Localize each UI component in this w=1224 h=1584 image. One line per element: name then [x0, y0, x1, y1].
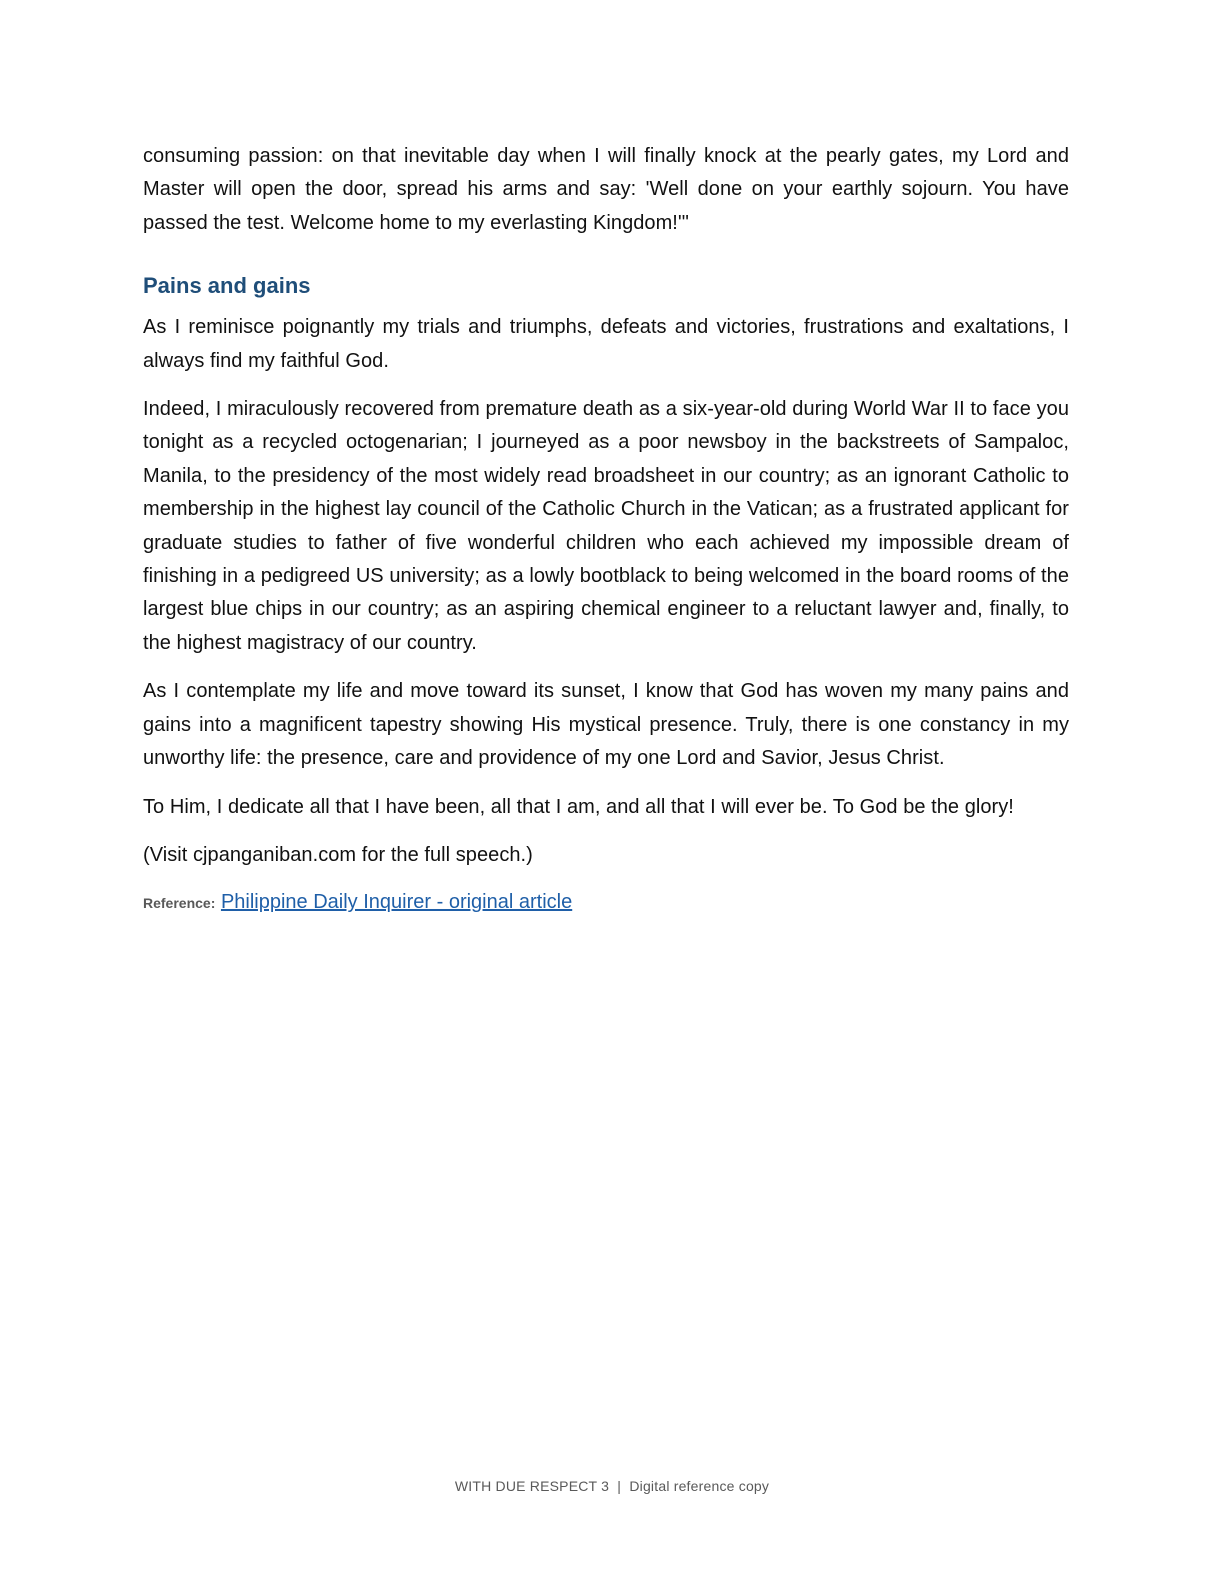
document-body: [143, 140, 1069, 918]
paragraph-3: Indeed, I miraculously recovered from premature death as a six-year-old during World War II to face you tonight as a recycled octogenarian; I journeyed as a poor newsboy in the backstreets of Sampaloc, Manila, to the presidency of the most widely read broadsheet in our country; as an ignorant Catholic to membership in the highest lay council of the Catholic Church in the Vatican; as a frustrated applicant for graduate studies to father of five wonderful children who each achieved my impossible dream of finishing in a pedigreed US university; as a lowly bootblack to being welcomed in the board rooms of the largest blue chips in our country; as an aspiring chemical engineer to a reluctant lawyer and, finally, to the highest magistracy of our country.: [143, 398, 1069, 654]
paragraph-6: (Visit cjpanganiban.com for the full speech.): [143, 843, 533, 866]
reference-link[interactable]: Philippine Daily Inquirer - original article: [220, 891, 573, 914]
paragraph-1: consuming passion: on that inevitable day when I will finally knock at the pearly gates, my Lord and Master will open the door, spread his arms and say: 'Well done on your earthly sojourn. You have passed the test. Welcome home to my everlasting Kingdom!'": [143, 145, 1069, 234]
page-footer: WITH DUE RESPECT 3 | Digital reference copy: [454, 1478, 770, 1494]
section-heading: Pains and gains: [143, 273, 311, 299]
paragraph-4: As I contemplate my life and move toward its sunset, I know that God has woven my many pains and gains into a magnificent tapestry showing His mystical presence. Truly, there is one constancy in my unworthy life: the presence, care and providence of my one Lord and Savior, Jesus Christ.: [143, 680, 1069, 770]
reference-label: Reference:: [143, 895, 216, 912]
paragraph-5: To Him, I dedicate all that I have been, all that I am, and all that I will ever be. To God be the glory!: [143, 795, 1014, 818]
reference-line: [143, 887, 1069, 918]
paragraph-2: As I reminisce poignantly my trials and triumphs, defeats and victories, frustrations and exaltations, I always find my faithful God.: [143, 316, 1069, 372]
